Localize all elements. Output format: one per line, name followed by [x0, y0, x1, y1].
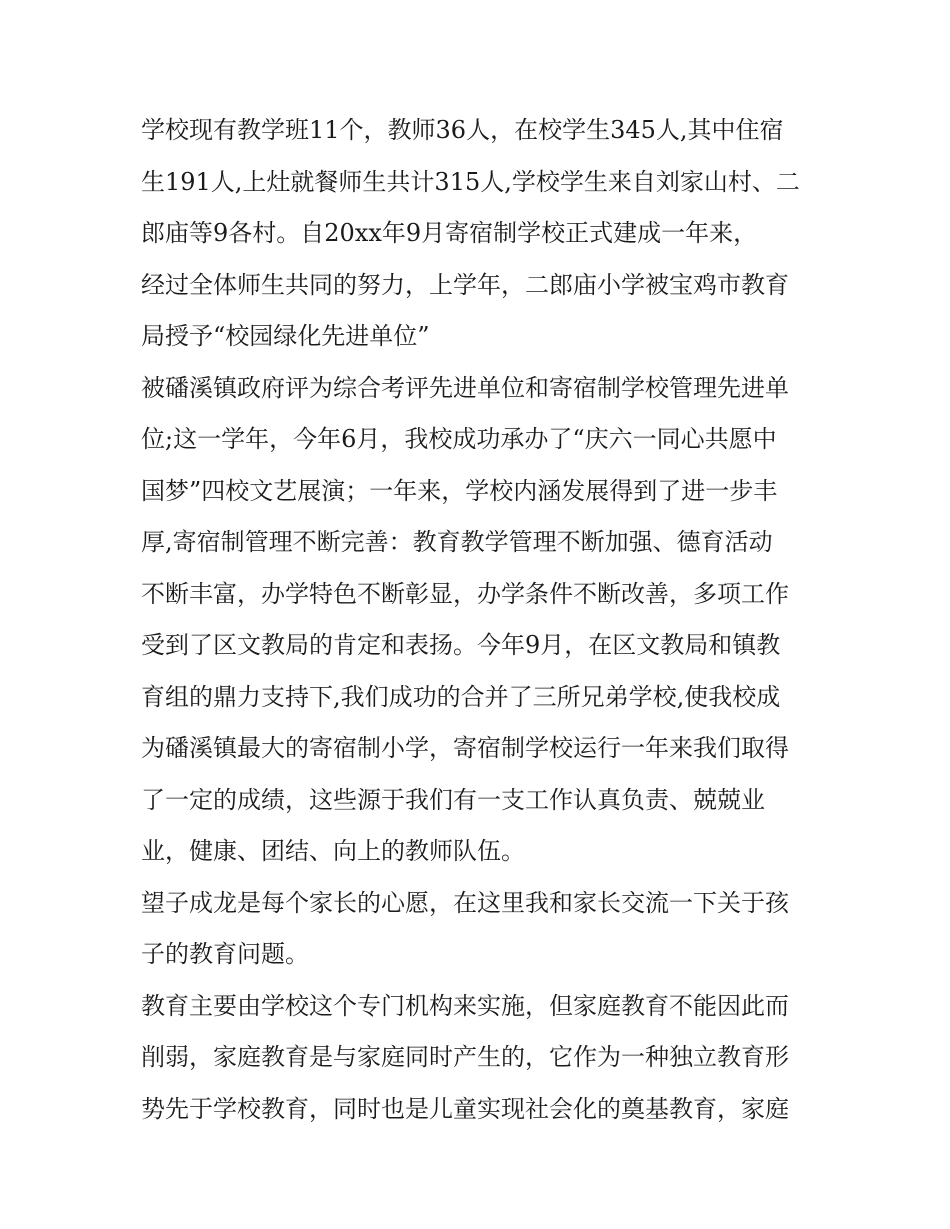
body-text — [141, 105, 821, 1135]
text-line-3: 郎庙等9各村。自20xx年9月寄宿制学校正式建成一年来， — [141, 219, 758, 247]
text-line-1: 学校现有教学班11个，教师36人，在校学生345人,其中住宿 — [141, 116, 784, 144]
text-line-2: 生191人,上灶就餐师生共计315人,学校学生来自刘家山村、二 — [141, 167, 800, 196]
text-line-12: 育组的鼎力支持下,我们成功的合并了三所兄弟学校,使我校成 — [141, 682, 781, 711]
text-line-13: 为磻溪镇最大的寄宿制小学，寄宿制学校运行一年来我们取得 — [141, 734, 789, 762]
text-line-4: 经过全体师生共同的努力，上学年，二郎庙小学被宝鸡市教育 — [141, 270, 789, 299]
text-line-20: 势先于学校教育，同时也是儿童实现社会化的奠基教育，家庭 — [141, 1094, 789, 1123]
text-line-15: 业，健康、团结、向上的教师队伍。 — [141, 837, 525, 865]
text-line-10: 不断丰富，办学特色不断彰显，办学条件不断改善，多项工作 — [141, 579, 789, 608]
text-line-18: 教育主要由学校这个专门机构来实施，但家庭教育不能因此而 — [141, 991, 789, 1020]
text-line-17: 子的教育问题。 — [141, 940, 309, 968]
text-line-11: 受到了区文教局的肯定和表扬。今年9月，在区文教局和镇教 — [141, 631, 781, 659]
text-line-5: 局授予“校园绿化先进单位” — [141, 322, 430, 350]
text-line-19: 削弱，家庭教育是与家庭同时产生的，它作为一种独立教育形 — [141, 1043, 789, 1071]
text-line-8: 国梦”四校文艺展演；一年来，学校内涵发展得到了进一步丰 — [141, 476, 778, 505]
text-line-6: 被磻溪镇政府评为综合考评先进单位和寄宿制学校管理先进单 — [141, 373, 789, 402]
text-line-16: 望子成龙是每个家长的心愿，在这里我和家长交流一下关于孩 — [141, 888, 789, 917]
text-line-14: 了一定的成绩，这些源于我们有一支工作认真负责、兢兢业 — [141, 785, 765, 814]
text-line-7: 位;这一学年，今年6月，我校成功承办了“庆六一同心共愿中 — [141, 425, 777, 453]
text-line-9: 厚,寄宿制管理不断完善：教育教学管理不断加强、德育活动 — [141, 528, 773, 556]
